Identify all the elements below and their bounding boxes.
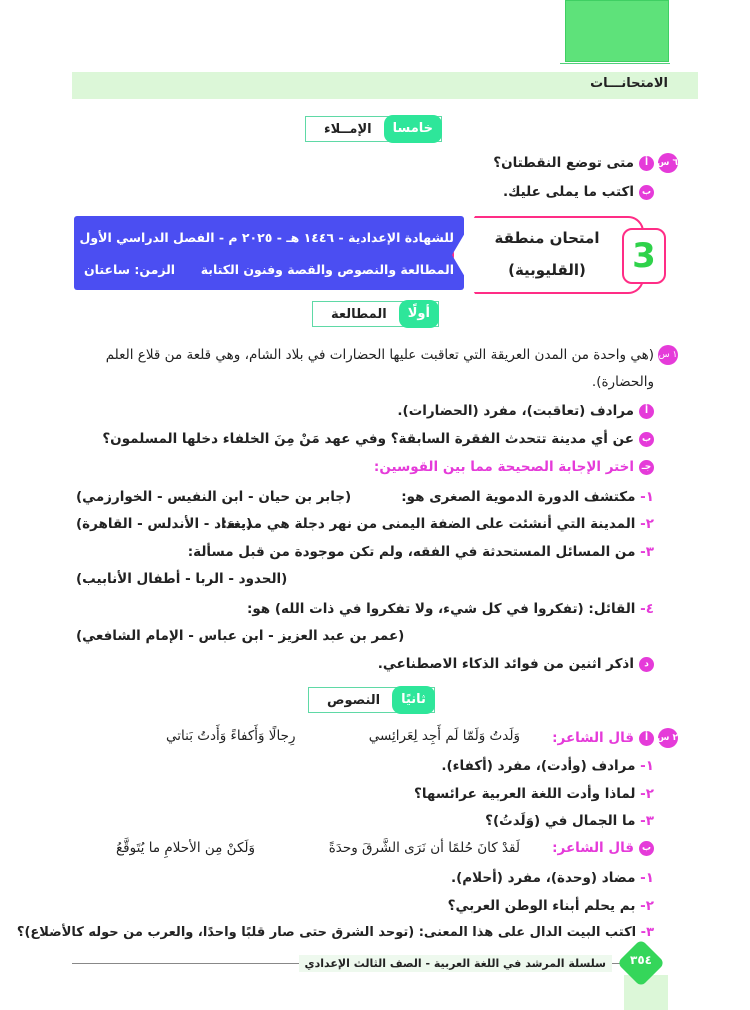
question-text: ما الجمال في (وَلَدتُ)؟ [485,813,636,829]
choice-item [247,601,654,617]
item-marker: أ [639,156,654,171]
choice-item [401,489,654,505]
question-item [102,431,654,447]
item-marker: أ [639,404,654,419]
passage-line [106,345,678,365]
item-number: ١- [640,870,654,886]
question-number-badge: ١ س [658,345,678,365]
question-number-badge: ٢ س [658,728,678,748]
question-item [397,403,654,419]
question-text: مضاد (وحدة)، مفرد (أحلام). [450,870,636,886]
exam-title [472,222,622,286]
choice-options: (عمر بن عبد العزيز - ابن عباس - الإمام الشافعي) [76,628,405,644]
choice-number: ٣- [640,544,654,560]
question-item [17,925,654,940]
choice-number: ٤- [640,601,654,617]
question-item [441,758,654,774]
question-item [448,898,654,914]
choice-item [222,516,654,532]
exam-time: الزمن: ساعتان [84,262,176,277]
choice-text: المدينة التي أنشئت على الضفة اليمنى من نهر دجلة هي مدينة: [221,516,636,532]
item-number: ٣- [640,813,654,829]
choice-number: ٢- [640,516,654,532]
section-tag: خامسا [384,115,442,143]
section-label: النصوص [327,692,381,708]
section-heading-imla [305,116,442,142]
question-number-badge: ٦ س [658,153,678,173]
item-marker: ب [639,185,654,200]
question-item [493,153,678,173]
choice-options: (الحدود - الربا - أطفال الأنابيب) [76,571,288,587]
question-item [374,459,654,475]
exam-subjects: المطالعة والنصوص والقصة وفنون الكتابة [200,262,454,277]
poet-intro: قال الشاعر: [552,730,634,746]
item-number: ١- [640,758,654,774]
section-header: الامتحانـــات [590,76,668,91]
question-item [378,656,654,672]
page-number: ٣٥٤ [630,953,652,967]
verse-second-half: وَلَكنْ مِن الأحلامِ ما يُتَوقَّعُ [116,840,256,856]
question-text: متى توضع النقطتان؟ [493,155,634,171]
item-marker: ب [639,841,654,856]
section-label: الإمــلاء [324,121,372,137]
passage-text: (هي واحدة من المدن العريقة التي تعاقبت عليها الحضارات في بلاد الشام، وهي قلعة من قلاع العلم [105,347,654,363]
item-marker: ب [639,432,654,447]
choice-text: القائل: (تفكروا في كل شيء، ولا تفكروا في ذات الله) هو: [246,601,636,617]
verse-second-half: رِجالًا وَأَكفاءً وَأَدتُ بَناتي [166,728,296,744]
choice-text: من المسائل المستحدثة في الفقه، ولم تكن موجودة من قبل مسألة: [187,544,636,560]
question-item [552,840,654,856]
divider [560,63,670,64]
question-text: اذكر اثنين من فوائد الذكاء الاصطناعي. [377,656,634,672]
question-item [451,870,654,886]
exam-title-line: امتحان منطقة [494,229,600,247]
exam-info-box [74,216,464,290]
section-heading-texts [308,687,435,713]
exam-region: (القليوبية) [508,261,586,279]
item-marker: جـ [639,460,654,475]
choice-text: مكتشف الدورة الدموية الصغرى هو: [401,489,636,505]
question-item [485,813,654,829]
passage-line: والحضارة). [591,374,654,390]
section-tag: ثانيًا [392,686,435,714]
poet-intro: قال الشاعر: [552,840,634,856]
question-text: بم يحلم أبناء الوطن العربي؟ [447,898,636,914]
item-number: ٢- [640,786,654,802]
question-item [414,786,654,802]
exam-number: 3 [622,228,666,284]
item-marker: د [639,657,654,672]
question-text: لماذا وأدت اللغة العربية عرائسها؟ [414,786,636,802]
verse-first-half: وَلَدتُ وَلَمّا لَم أَجِد لِعَرائِسي [368,728,520,744]
question-text: مرادف (وأدت)، مفرد (أكفاء). [441,758,636,774]
question-item [552,728,678,748]
section-heading-reading [312,301,439,327]
item-number: ٣- [640,925,654,940]
choice-options: (جابر بن حيان - ابن النفيس - الخوارزمي) [76,489,352,505]
choice-number: ١- [640,489,654,505]
section-tag: أولًا [399,300,439,328]
section-label: المطالعة [331,306,387,322]
top-tab-decoration [565,0,669,62]
question-text: اكتب ما يملى عليك. [502,184,634,200]
question-text: عن أي مدينة تتحدث الفقرة السابقة؟ وفي عهد مَنْ مِنَ الخلفاء دخلها المسلمون؟ [102,431,634,447]
question-item [503,184,654,200]
choice-item [188,544,654,560]
series-title: سلسلة المرشد في اللغة العربية - الصف الثالث الإعدادي [299,955,612,972]
item-marker: أ [639,731,654,746]
question-text: اكتب البيت الدال على هذا المعنى: (توحد الشرق حتى صار قلبًا واحدًا، والعرب من حوله كالأضلاع)؟ [16,925,637,940]
item-number: ٢- [640,898,654,914]
choice-options: (بغداد - الأندلس - القاهرة) [76,516,253,532]
exam-info-line: للشهادة الإعدادية - ١٤٤٦ هـ - ٢٠٢٥ م - الفصل الدراسي الأول [79,230,454,245]
question-text: مرادف (تعاقبت)، مفرد (الحضارات). [397,403,634,419]
question-instruction: اختر الإجابة الصحيحة مما بين القوسين: [373,459,634,475]
verse-first-half: لَقدْ كانَ حُلمًا أن نَرَى الشَّرقَ وحدَةً [328,840,520,856]
